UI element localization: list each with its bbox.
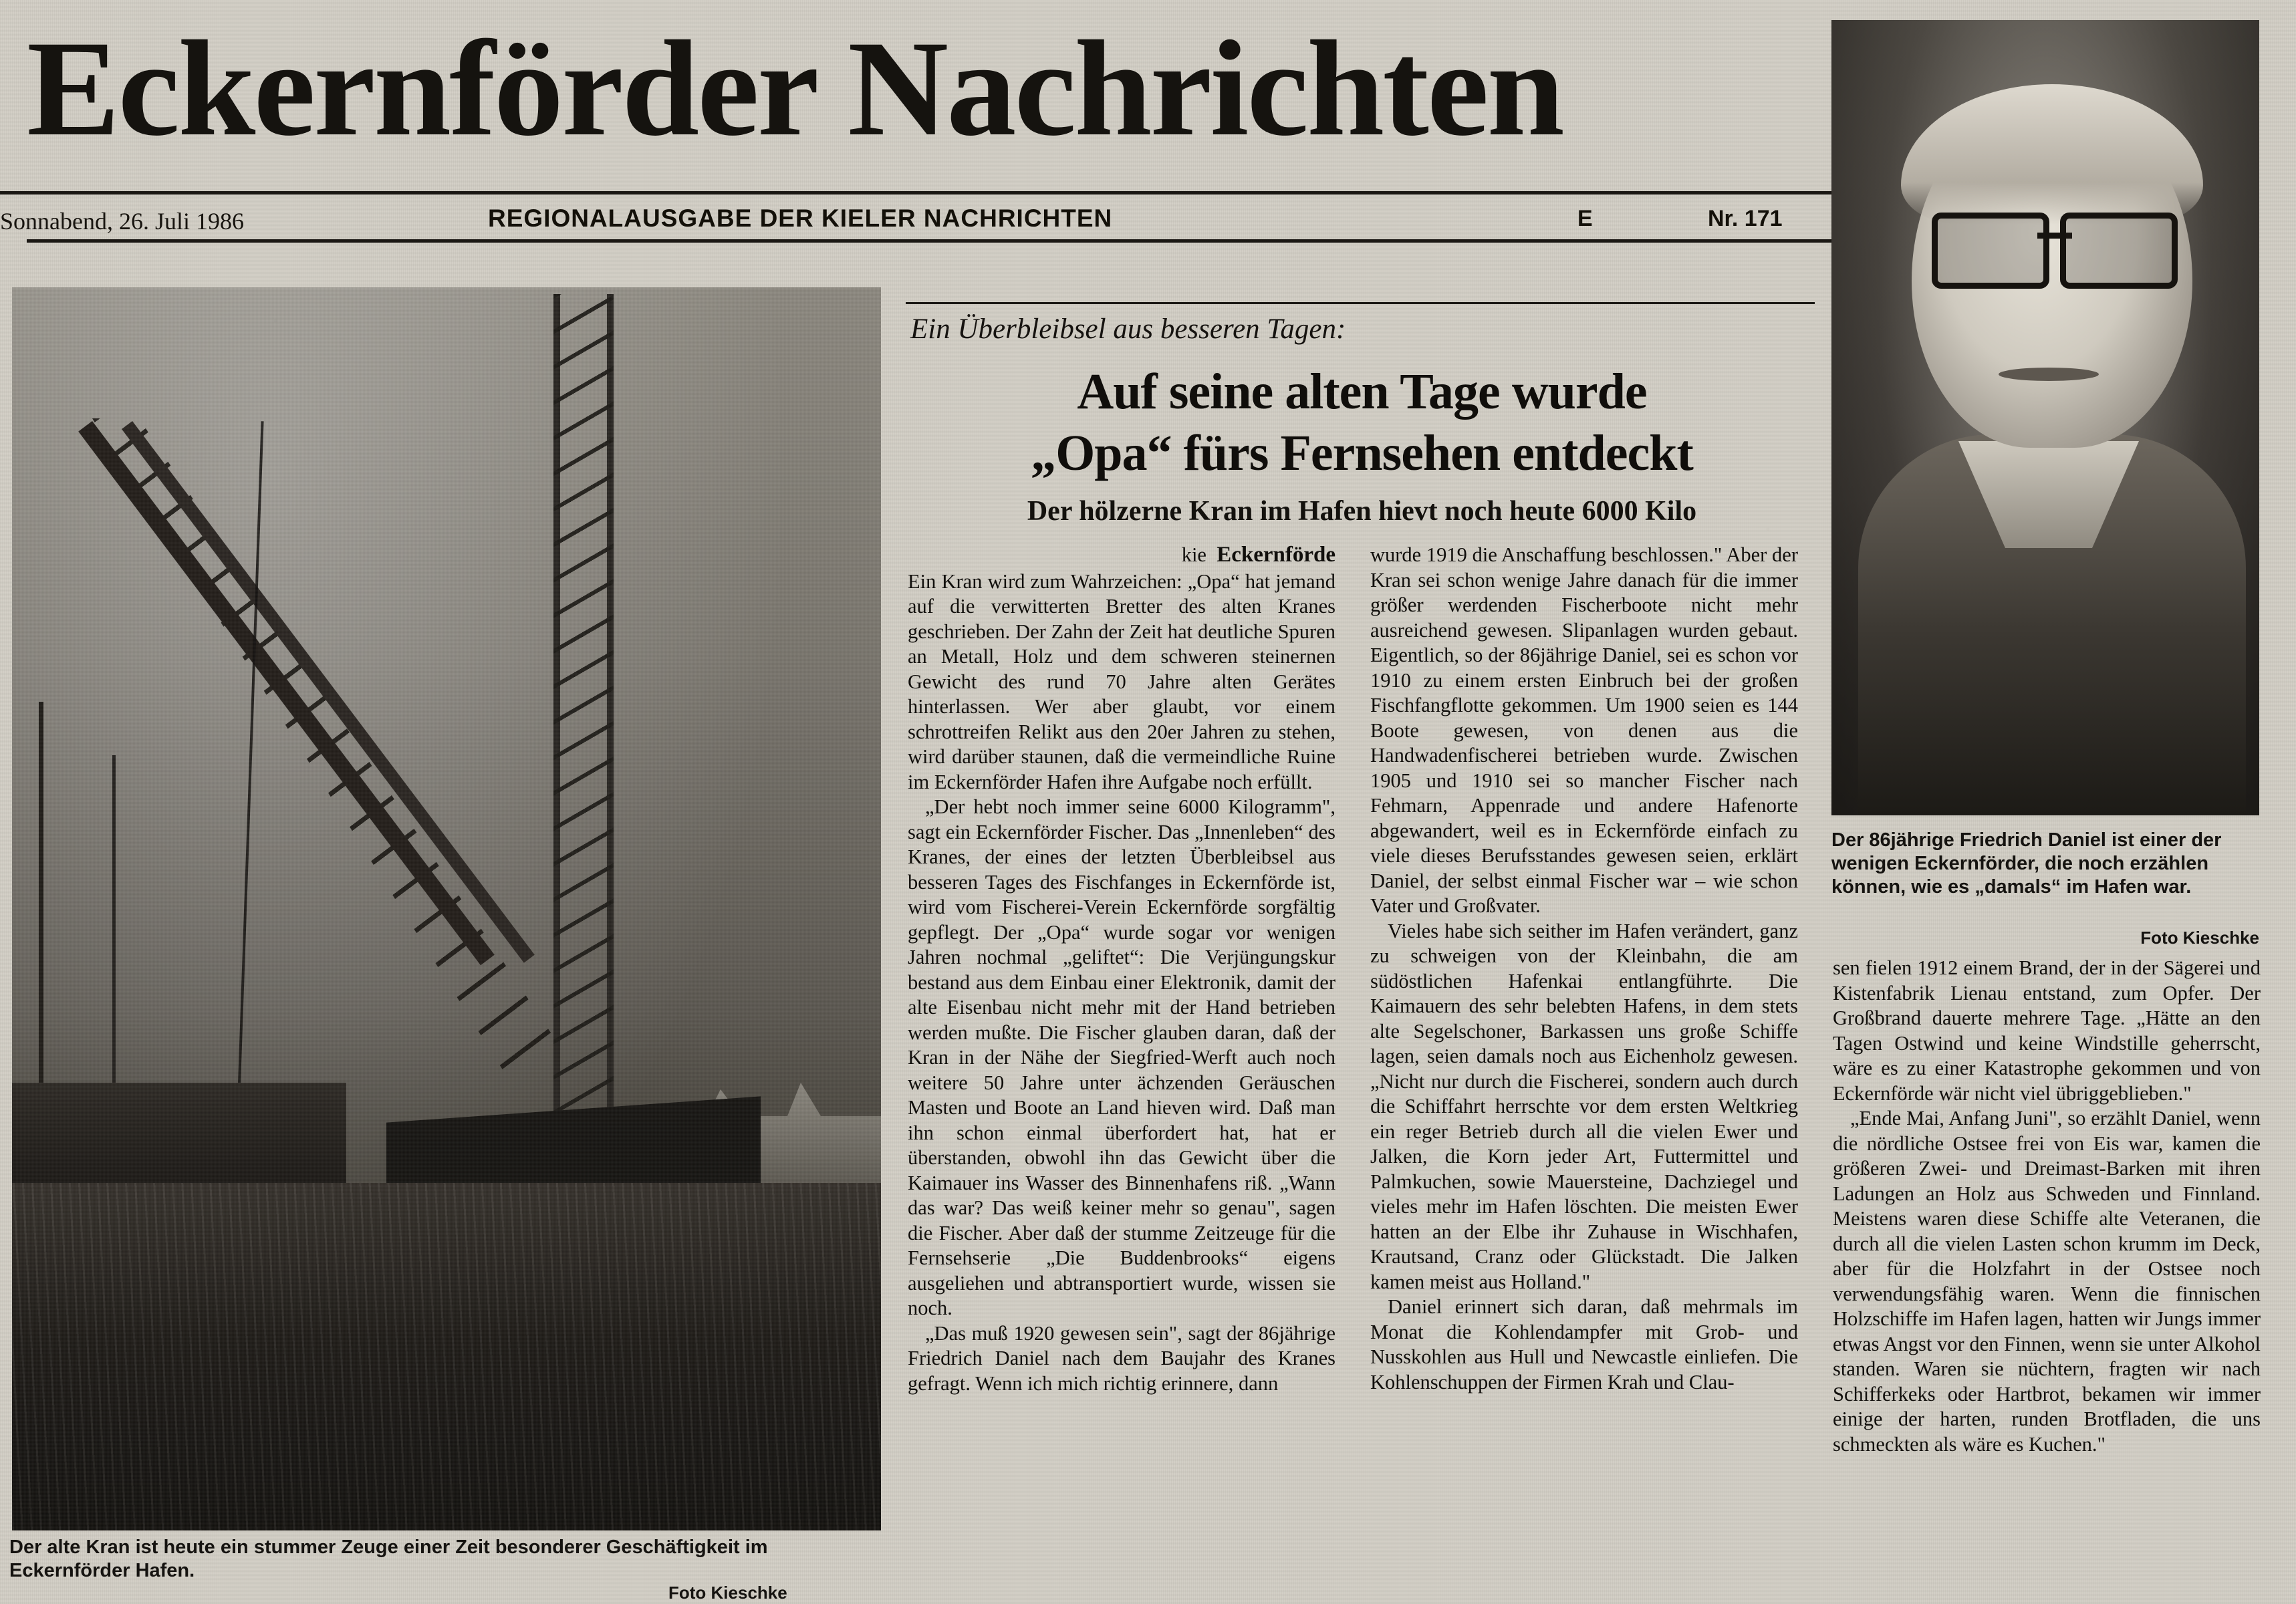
portrait-photo	[1831, 20, 2259, 815]
paragraph: Vieles habe sich seither im Hafen verändert, ganz zu schweigen von der Kleinbahn, die am südöstlichen Hafenkai entlangführte. Die Kaimauern des sehr belebten Hafens, in dem stets alte Segelschoner, Barkassen uns große Schiffe lagen, seien damals noch aus Eichenholz gewesen. „Nicht nur durch die Fischerei, sondern auch durch die Schiffahrt herrschte vor dem ersten Weltkrieg ein reger Betrieb durch all die vielen Ewer und Jalken, die Korn jeder Art, Futtermittel und Palmkuchen, sowie Mauersteine, Dachziegel und vieles mehr im Hafen löschten. Die meisten Ewer hatten an der Elbe ihr Zuhause in Wischhafen, Krautsand, Cranz oder Glückstadt. Die Jalken kamen meist aus Holland."	[1370, 919, 1798, 1293]
publication-date: Sonnabend, 26. Juli 1986	[0, 208, 244, 235]
crane-photo-credit: Foto Kieschke	[668, 1583, 787, 1603]
masthead-rule-bottom	[27, 239, 1831, 243]
masthead-rule-top	[0, 191, 1831, 194]
article-column-2	[1370, 543, 1798, 1395]
paragraph: „Der hebt noch immer seine 6000 Kilogramm", sagt ein Eckernförder Fischer. Das „Innenleben“ des Kranes, der eines der letzten Überbleibsel aus besseren Tages des Fischfanges in Eckernförde ist, wird vom Fischerei-Verein Eckernförde sorgfältig gepflegt. Der „Opa“ wurde sogar vor wenigen Jahren nochmal „geliftet“: Die Verjüngungskur bestand aus dem Einbau einer Elektronik, damit der alte Eisenbau nicht mehr mit der Hand betrieben werden mußte. Die Fischer glauben daran, daß der Kran in der Nähe der Siegfried-Werft auch noch weitere 50 Jahre unter ächzenden Geräuschen Masten und Boote an Land hieven wird. Daß man ihn schon einmal überfordert hat, hat er überstanden, obwohl ihn das Gewicht über die Kaimauer ins Wasser des Binnenhafens riß. „Wann das war? Das weiß keiner mehr so genau", sagen die Fischer. Aber daß der stumme Zeitzeuge für die Fernsehserie „Die Buddenbrooks“ eigens ausgeliehen und abtransportiert wurde, wissen sie noch.	[908, 795, 1335, 1319]
glasses-icon	[1932, 213, 2178, 277]
paragraph: wurde 1919 die Anschaffung beschlossen." Aber der Kran sei schon wenige Jahre danach für die immer größer werdenden Fischerboote nicht mehr ausreichend gewesen. Slipanlagen wurden gebaut. Eigentlich, so der 86jährige Daniel, sei es schon vor 1910 zu einem ersten Einbruch bei der großen Fischfangflotte gekommen. Um 1900 seien es 144 Boote gewesen, von denen aus die Handwadenfischerei betrieben wurde. Zwischen 1905 und 1910 sei so mancher Fischer nach Fehmarn, Appenrade und andere Hafenorte abgewandert, weil es in Eckernförde einfach zu viele dieses Berufsstandes gewesen seien, erklärt Daniel, der selbst einmal Fischer war – wie schon Vater und Großvater.	[1370, 543, 1798, 917]
photo-grain	[12, 287, 881, 1530]
edition-subtitle: REGIONALAUSGABE DER KIELER NACHRICHTEN	[488, 205, 1113, 232]
masthead-subbar	[0, 205, 1831, 234]
byline-location: Eckernförde	[1217, 543, 1335, 567]
masthead	[0, 12, 1825, 235]
newspaper-title: Eckernförder Nachrichten	[27, 13, 1563, 164]
article-headline	[906, 361, 1818, 484]
byline-initials: kie	[1181, 543, 1206, 566]
issue-number: Nr. 171	[1708, 206, 1783, 231]
crane-photo	[12, 287, 881, 1530]
article-column-3	[1833, 956, 2261, 1457]
edition-letter: E	[1577, 206, 1593, 231]
article-kicker: Ein Überbleibsel aus besseren Tagen:	[910, 313, 1346, 345]
paragraph: sen fielen 1912 einem Brand, der in der Sägerei und Kistenfabrik Lienau entstand, zum Opfer. Der Großbrand dauerte mehrere Tage. „Hätte an den Tagen Ostwind und keine Windstille geherrscht, wäre es zu einer Katastrophe gekommen und von Eckernförde wär nicht viel übriggeblieben."	[1833, 956, 2261, 1105]
portrait-mouth	[1999, 368, 2099, 381]
paragraph: „Ende Mai, Anfang Juni", so erzählt Daniel, wenn die nördliche Ostsee frei von Eis war, kamen die größeren Zwei- und Dreimast-Barken mit ihren Ladungen an Holz aus Schweden und Finnland. Meistens waren diese Schiffe alte Veteranen, die durch all die vielen Lasten schon krumm im Deck, aber für die Holzfahrt in der Ostsee noch verwendungsfähig waren. Wenn die finnischen Holzschiffe im Hafen lagen, hatten wir Jungs immer etwas Angst vor den Finnen, wenn sie unter Alkohol standen. Waren sie nüchtern, fragten wir nach Schifferkeks oder Hartbrot, bekamen wir immer einige der harten, runden Brotfladen, die uns schmeckten als wäre es Kuchen."	[1833, 1107, 2261, 1456]
crane-photo-caption: Der alte Kran ist heute ein stummer Zeuge einer Zeit besonderer Geschäftigkeit im Eckernförder Hafen.	[9, 1536, 768, 1581]
article-subhead: Der hölzerne Kran im Hafen hievt noch heute 6000 Kilo	[1027, 496, 1697, 527]
paragraph: „Das muß 1920 gewesen sein", sagt der 86jährige Friedrich Daniel nach dem Baujahr des Kranes gefragt. Wenn ich mich richtig erinnere, dann	[908, 1321, 1335, 1395]
article-byline	[908, 543, 1335, 568]
paragraph: Daniel erinnert sich daran, daß mehrmals im Monat die Kohlendampfer mit Grob- und Nusskohlen aus Hull und Newcastle einliefen. Die Kohlenschuppen der Firmen Krah und Clau-	[1370, 1295, 1798, 1393]
paragraph: Ein Kran wird zum Wahrzeichen: „Opa“ hat jemand auf die verwitterten Bretter des alten Kranes geschrieben. Der Zahn der Zeit hat deutliche Spuren an Metall, Holz und dem schweren steinernen Gewicht des rund 70 Jahre alten Gerätes hinterlassen. Wer aber glaubt, vor einem schrottreifen Relikt aus den 20er Jahren zu stehen, wird darüber staunen, daß die vermeindliche Ruine im Eckernförder Hafen ihre Aufgabe noch erfüllt.	[908, 569, 1335, 793]
kicker-rule	[906, 302, 1815, 304]
article-column-1	[908, 543, 1335, 1396]
headline-line-1: Auf seine alten Tage wurde	[1077, 364, 1647, 420]
portrait-photo-credit: Foto Kieschke	[2140, 928, 2259, 948]
headline-line-2: „Opa“ fürs Fernsehen entdeckt	[1031, 425, 1693, 481]
portrait-photo-caption: Der 86jährige Friedrich Daniel ist einer der wenigen Eckernförder, die noch erzählen können, wie es „damals“ im Hafen war.	[1831, 829, 2222, 898]
